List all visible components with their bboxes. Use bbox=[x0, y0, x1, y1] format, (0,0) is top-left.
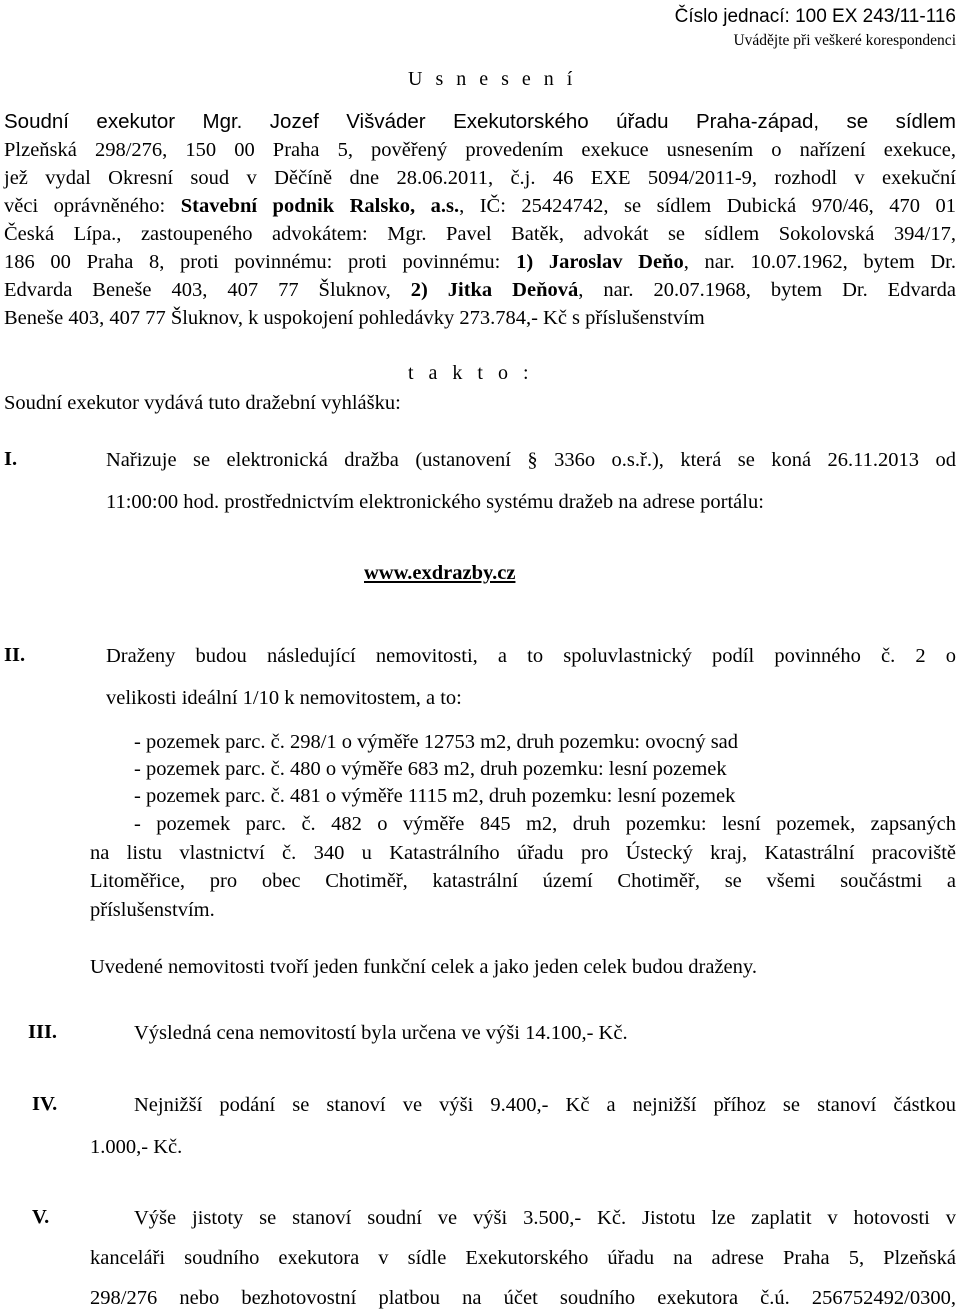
section-2-line-2: velikosti ideální 1/10 k nemovitostem, a to: bbox=[106, 687, 462, 709]
intro-line-2: Plzeňská 298/276, 150 00 Praha 5, pověřený provedením exekuce usnesením o nařízení exekuce, bbox=[4, 139, 956, 161]
section-2-cont-1: na listu vlastnictví č. 340 u Katastrálního úřadu pro Ústecký kraj, Katastrální pracoviště bbox=[90, 842, 956, 864]
intro-text: 186 00 Praha 8, proti povinnému: proti povinnému: bbox=[4, 251, 517, 273]
section-1-line-1: Nařizuje se elektronická dražba (ustanovení § 336o o.s.ř.), která se koná 26.11.2013 od bbox=[106, 449, 956, 471]
intro-text: věci oprávněného: bbox=[4, 195, 181, 217]
intro-text: , IČ: 25424742, se sídlem Dubická 970/46, 470 01 bbox=[459, 195, 957, 217]
intro-line-6 bbox=[4, 250, 956, 274]
intro-line-4 bbox=[4, 194, 956, 218]
section-5-line-1: Výše jistoty se stanoví soudní ve výši 3.500,- Kč. Jistotu lze zaplatit v hotovosti v bbox=[134, 1207, 956, 1229]
section-1-number: I. bbox=[4, 448, 18, 470]
property-item: - pozemek parc. č. 482 o výměře 845 m2, druh pozemku: lesní pozemek, zapsaných bbox=[134, 813, 956, 835]
property-item: - pozemek parc. č. 481 o výměře 1115 m2, druh pozemku: lesní pozemek bbox=[134, 785, 736, 807]
section-1-line-2: 11:00:00 hod. prostřednictvím elektronického systému dražeb na adrese portálu: bbox=[106, 491, 764, 513]
document-title: U s n e s e n í bbox=[408, 68, 577, 90]
correspondence-note: Uvádějte při veškeré korespondenci bbox=[733, 32, 956, 49]
section-3-text: Výsledná cena nemovitostí byla určena ve výši 14.100,- Kč. bbox=[134, 1022, 628, 1044]
section-2-cont-3: příslušenstvím. bbox=[90, 899, 215, 921]
intro-line-7 bbox=[4, 278, 956, 302]
section-4-line-1: Nejnižší podání se stanoví ve výši 9.400,- Kč a nejnižší příhoz se stanoví částkou bbox=[134, 1094, 956, 1116]
section-4-line-2: 1.000,- Kč. bbox=[90, 1136, 183, 1158]
section-3-number: III. bbox=[28, 1021, 58, 1043]
auction-portal-link[interactable]: www.exdrazby.cz bbox=[364, 562, 516, 584]
intro-text: , nar. 20.07.1968, bytem Dr. Edvarda bbox=[578, 279, 956, 301]
property-item: - pozemek parc. č. 298/1 o výměře 12753 m2, druh pozemku: ovocný sad bbox=[134, 731, 739, 753]
intro-text: , nar. 10.07.1962, bytem Dr. bbox=[683, 251, 956, 273]
intro-line-1: Soudní exekutor Mgr. Jozef Višváder Exekutorského úřadu Praha-západ, se sídlem bbox=[4, 110, 956, 133]
intro-line-5: Česká Lípa., zastoupeného advokátem: Mgr. Pavel Batěk, advokát se sídlem Sokolovská 394/17, bbox=[4, 223, 956, 245]
property-item: - pozemek parc. č. 480 o výměře 683 m2, druh pozemku: lesní pozemek bbox=[134, 758, 727, 780]
section-5-line-2: kanceláři soudního exekutora v sídle Exekutorského úřadu na adrese Praha 5, Plzeňská bbox=[90, 1247, 956, 1269]
intro-line-8: Beneše 403, 407 77 Šluknov, k uspokojení pohledávky 273.784,- Kč s příslušenstvím bbox=[4, 307, 705, 329]
creditor-name: Stavební podnik Ralsko, a.s. bbox=[180, 195, 460, 217]
section-5-line-3: 298/276 nebo bezhotovostní platbou na účet soudního exekutora č.ú. 256752492/0300, bbox=[90, 1287, 956, 1309]
takto-heading: t a k t o : bbox=[408, 362, 534, 384]
section-4-number: IV. bbox=[32, 1093, 58, 1115]
debtor-1-name: 1) Jaroslav Deňo bbox=[516, 251, 684, 273]
intro-line-3: jež vydal Okresní soud v Děčíně dne 28.06.2011, č.j. 46 EXE 5094/2011-9, rozhodl v exekuční bbox=[4, 167, 956, 189]
section-2-line-1: Draženy budou následující nemovitosti, a to spoluvlastnický podíl povinného č. 2 o bbox=[106, 645, 956, 667]
section-2-number: II. bbox=[4, 644, 26, 666]
intro-text: Edvarda Beneše 403, 407 77 Šluknov, bbox=[4, 279, 411, 301]
section-2-cont-2: Litoměřice, pro obec Chotiměř, katastrální území Chotiměř, se všemi součástmi a bbox=[90, 870, 956, 892]
debtor-2-name: 2) Jitka Deňová bbox=[410, 279, 579, 301]
case-number: Číslo jednací: 100 EX 243/11-116 bbox=[674, 6, 956, 27]
decision-intro: Soudní exekutor vydává tuto dražební vyhlášku: bbox=[4, 392, 401, 414]
section-5-number: V. bbox=[32, 1206, 50, 1228]
section-2-note: Uvedené nemovitosti tvoří jeden funkční celek a jako jeden celek budou draženy. bbox=[90, 956, 757, 978]
